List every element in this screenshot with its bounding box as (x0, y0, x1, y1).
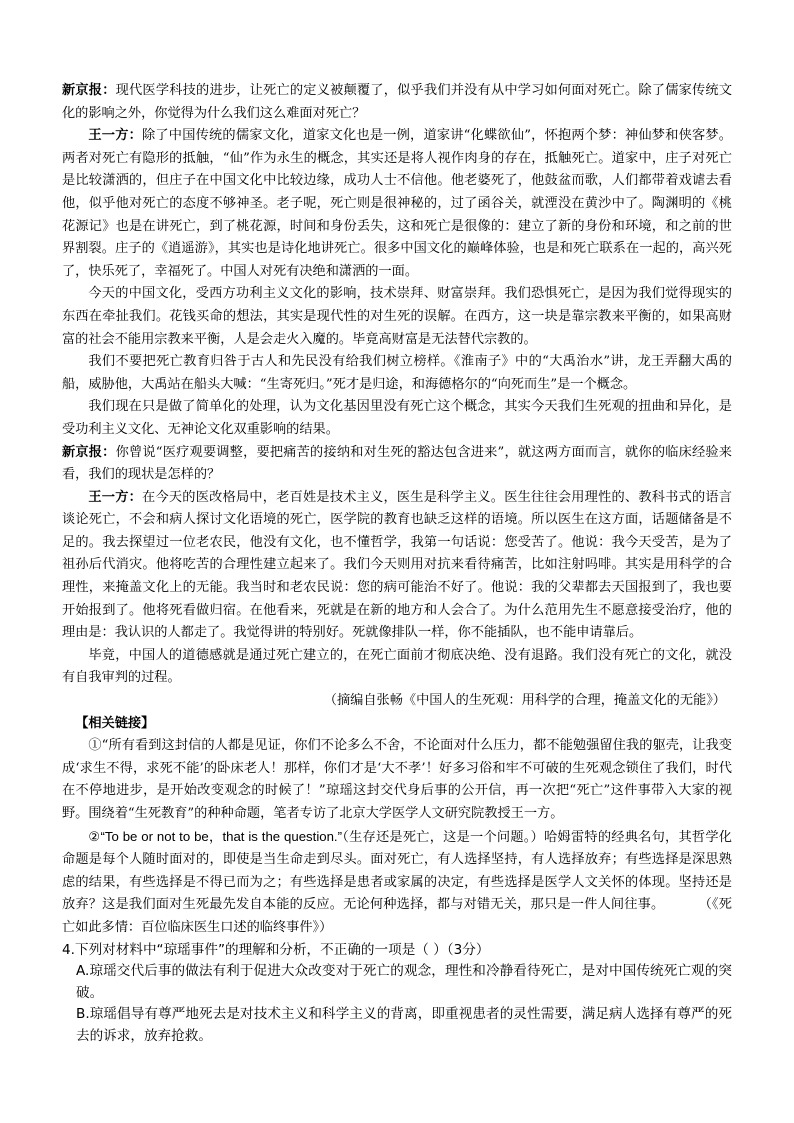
related-item-2 (62, 826, 732, 940)
interview-paragraph (62, 125, 732, 283)
speaker-label: 新京报： (62, 83, 116, 98)
body-paragraph: 今天的中国文化，受西方功利主义文化的影响，技术崇拜、财富崇拜。我们恐惧死亡，是因为我们觉得现实的东西在牵扯我们。花钱买命的想法，其实是现代性的对生死的误解。在西方，这一块是靠宗教来平衡的，如果高财富的社会不能用宗教来平衡，人是会走火入魔的。毕竟高财富是无法替代宗教的。 (62, 286, 732, 347)
option-b: B.琼瑶倡导有尊严地死去是对技术主义和科学主义的背离，即重视患者的灵性需要，满足病人选择有尊严的死去的诉求，放弃抢救。 (76, 1006, 732, 1044)
option-a: A.琼瑶交代后事的做法有利于促进大众改变对于死亡的观念，理性和冷静看待死亡，是对中国传统死亡观的突破。 (76, 963, 732, 1001)
related-item-1: ①“所有看到这封信的人都是见证，你们不论多么不舍，不论面对什么压力，都不能勉强留住我的躯壳，让我变成‘求生不得，求死不能’的卧床老人！那样，你们才是‘大不孝’！好多习俗和牢不可破的生死观念锁住了我们，时代在不停地进步，是开始改变观念的时候了！”琼瑶这封交代身后事的公开信，再一次把“死亡”这件事带入大家的视野。围绕着“生死教育”的种种命题，笔者专访了北京大学医学人文研究院教授王一方。 (62, 738, 732, 821)
item-text: （生存还是死亡，这是一个问题。）哈姆雷特的经典名句，其哲学化命题是每个人随时面对的，即使是当生命走到尽头。面对死亡，有人选择坚持，有人选择放弃；有些选择是深思熟虑的结果，有些选择是不得已而为之；有些选择是患者或家属的决定，有些选择是医学人文关怀的体现。坚持还是放弃？这是我们面对生死最先发自本能的反应。无论何种选择，都与对错无关，那只是一件人间往事。 (62, 829, 732, 913)
speaker-label: 王一方： (88, 128, 142, 144)
speaker-label: 新京报： (62, 444, 116, 460)
document-page (62, 80, 732, 1048)
body-paragraph: 毕竟，中国人的道德感就是通过死亡建立的，在死亡面前才彻底决绝、没有退路。我们没有死亡的文化，就没有自我审判的过程。 (62, 647, 732, 686)
interview-paragraph (62, 80, 732, 125)
source-citation: （摘编自张畅《中国人的生死观：用科学的合理，掩盖文化的无能》） (323, 693, 726, 709)
body-paragraph: 我们不要把死亡教育归咎于古人和先民没有给我们树立榜样。《淮南子》中的“大禹治水”讲，龙王弄翻大禹的船，威胁他，大禹站在船头大喊：“生寄死归。”死才是归途，和海德格尔的“向死而生”是一个概念。 (62, 354, 732, 392)
answer-text: 现代医学科技的进步，让死亡的定义被颠覆了，似乎我们并没有从中学习如何面对死亡。除了儒家传统文化的影响之外，你觉得为什么我们这么难面对死亡？ (62, 83, 733, 121)
question-text: 你曾说“医疗观要调整，要把痛苦的接纳和对生死的豁达包含进来”，就这两方面而言，就你的临床经验来看，我们的现状是怎样的？ (62, 444, 732, 483)
item-marker: ② (88, 829, 101, 845)
question-stem: 4.下列对材料中“琼瑶事件”的理解和分析，不正确的一项是（ ）（3分） (62, 941, 490, 958)
interview-paragraph (62, 442, 732, 487)
speaker-label: 王一方： (88, 489, 143, 505)
answer-text: 在今天的医改格局中，老百姓是技术主义，医生是科学主义。医生往往会用理性的、教科书式的语言谈论死亡，不会和病人探讨文化语境的死亡，医学院的教育也缺乏这样的语境。所以医生在这方面，话题储备是不足的。我去探望过一位老农民，他没有文化，也不懂哲学，我第一句话说：您受苦了。他说：我今天受苦，是为了祖孙后代消灾。他将吃苦的合理性建立起来了。我们今天则用对抗来看待痛苦，比如注射吗啡。其实是用科学的合理性，来掩盖文化上的无能。我当时和老农民说：您的病可能治不好了。他说：我的父辈都去天国报到了，我也要开始报到了。他将死看做归宿。在他看来，死就是在新的地方和人会合了。为什么范用先生不愿意接受治疗，他的理由是：我认识的人都走了。我觉得讲的特别好。死就像排队一样，你不能插队，也不能申请靠后。 (62, 489, 732, 641)
hamlet-quote: “To be or not to be，that is the question.” (100, 828, 342, 844)
source-citation-2: （《死亡如此多情：百位临床医生口述的临终事件》） (62, 897, 732, 935)
interview-paragraph (62, 487, 732, 645)
body-paragraph: 我们现在只是做了简单化的处理，认为文化基因里没有死亡这个概念，其实今天我们生死观的扭曲和异化，是受功利主义文化、无神论文化双重影响的结果。 (62, 399, 732, 437)
related-links-header: 【相关链接】 (75, 715, 155, 731)
answer-text: 除了中国传统的儒家文化，道家文化也是一例，道家讲“化蝶欲仙”，怀抱两个梦：神仙梦和侠客梦。两者对死亡有隐形的抵触，“仙”作为永生的概念，其实还是将人视作肉身的存在，抵触死亡。道家中，庄子对死亡是比较潇洒的，但庄子在中国文化中比较边缘，成功人士不信他。他老婆死了，他鼓盆而歌，人们都带着戏谑去看他，似乎他对死亡的态度不够神圣。老子呢，死亡则是很神秘的，过了函谷关，就湮没在黄沙中了。陶渊明的《桃花源记》也是在讲死亡，到了桃花源，时间和身份丢失，这和死亡是很像的：建立了新的身份和环境，和之前的世界割裂。庄子的《逍遥游》，其实也是诗化地讲死亡。很多中国文化的巅峰体验，也是和死亡联系在一起的，高兴死了，快乐死了，幸福死了。中国人对死有决绝和潇洒的一面。 (62, 128, 732, 279)
